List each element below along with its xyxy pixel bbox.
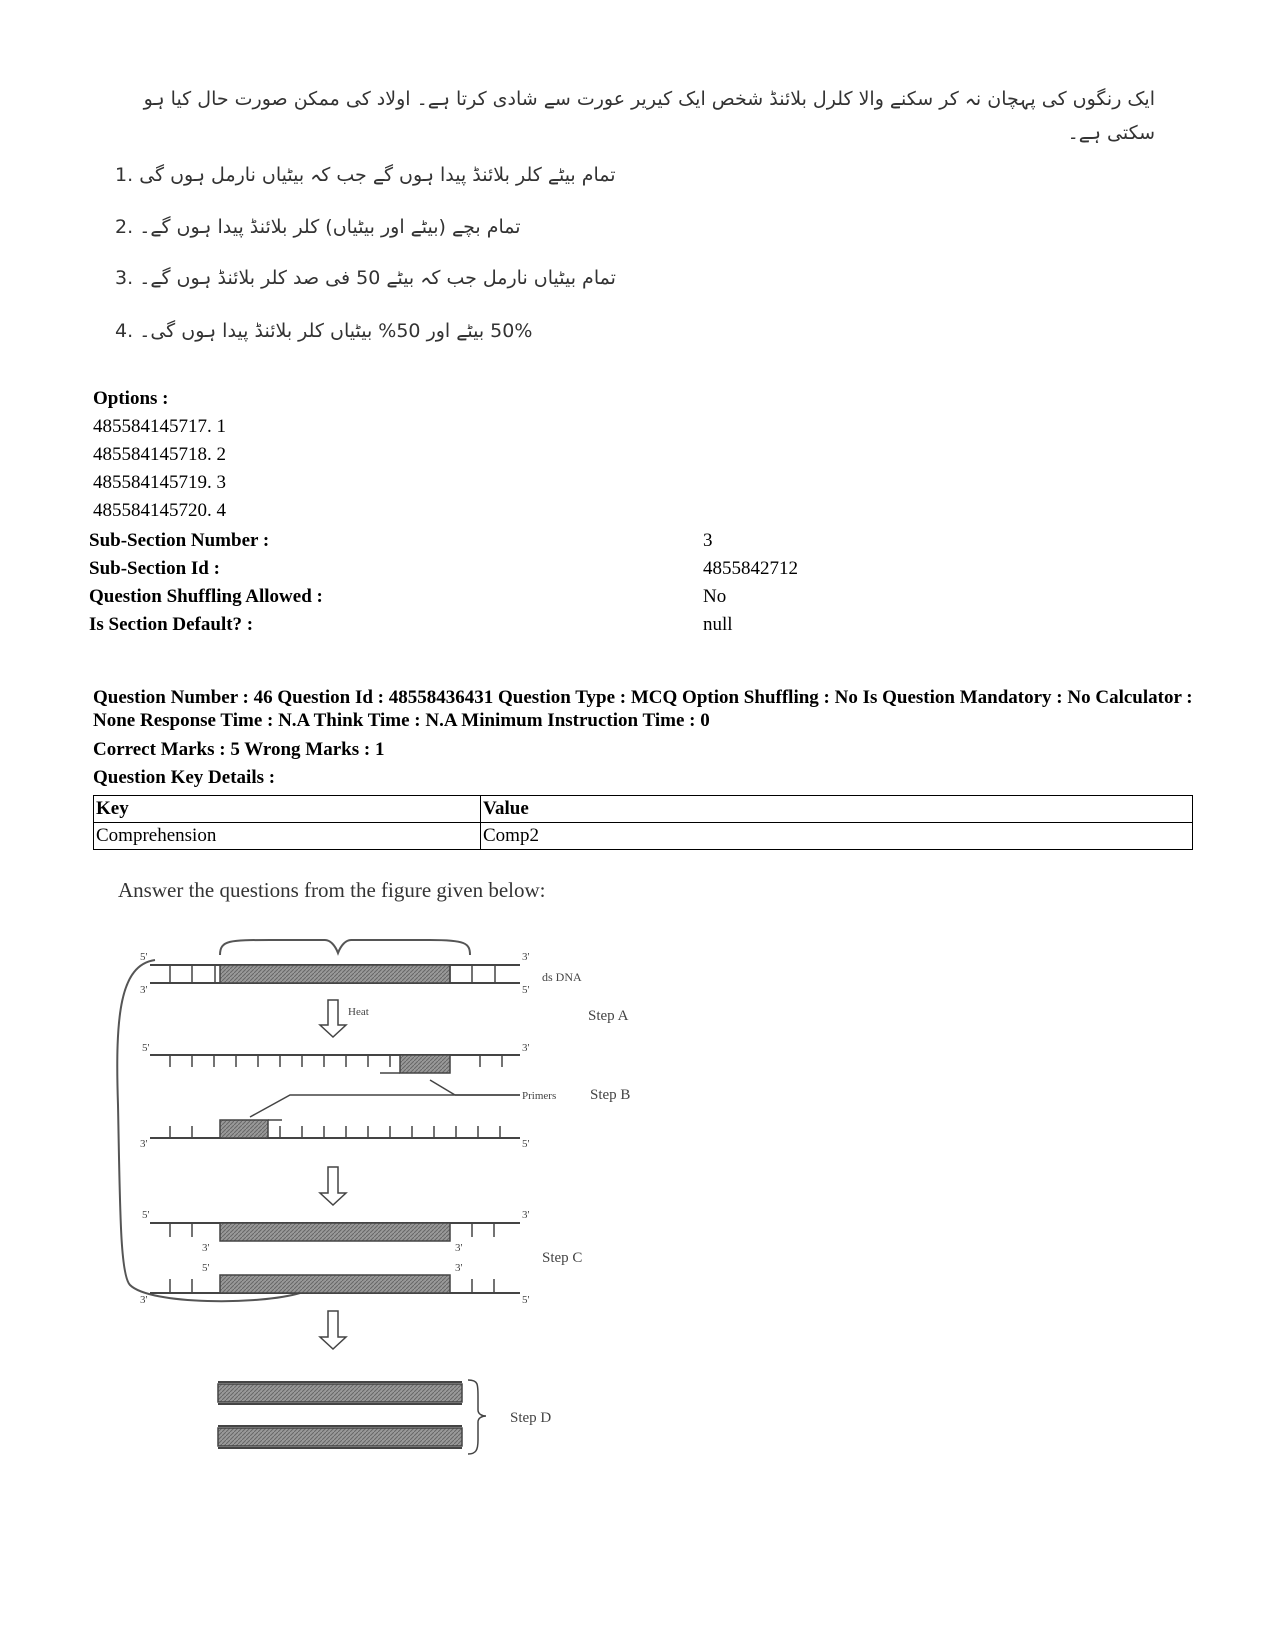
table-header-row (94, 796, 1193, 823)
urdu-option-number: 2. (115, 216, 134, 238)
option-item: 485584145717. 1 (93, 416, 226, 437)
label-5prime: 5' (140, 951, 148, 963)
urdu-option-number: 1. (115, 164, 134, 186)
label-3prime: 3' (522, 1209, 530, 1221)
label-5prime: 5' (522, 984, 530, 996)
key-details-table (93, 795, 1193, 850)
urdu-option-text: 50% بیٹے اور 50% بیٹیاں کلر بلائنڈ پیدا ہوں گی۔ (139, 320, 533, 342)
urdu-option-text: تمام بچے (بیٹے اور بیٹیاں) کلر بلائنڈ پیدا ہوں گے۔ (139, 216, 521, 238)
option-item: 485584145720. 4 (93, 500, 226, 521)
label-3prime: 3' (202, 1242, 210, 1254)
question-shuffling-value: No (703, 586, 727, 607)
step-d-diagram (210, 1376, 570, 1476)
question-shuffling-label: Question Shuffling Allowed : (89, 586, 323, 607)
label-step-c: Step C (542, 1250, 583, 1266)
duplex-copy-2 (218, 1426, 462, 1448)
options-title: Options : (93, 388, 169, 409)
label-ds-dna: ds DNA (542, 970, 582, 984)
subsection-id-value: 4855842712 (703, 558, 798, 579)
urdu-option-1 (115, 164, 1155, 186)
duplex-copy-1 (218, 1382, 462, 1404)
section-default-label: Is Section Default? : (89, 614, 254, 635)
urdu-option-text: تمام بیٹے کلر بلائنڈ پیدا ہوں گے جب کہ بیٹیاں نارمل ہوں گی (139, 164, 616, 186)
urdu-option-text: تمام بیٹیاں نارمل جب کہ بیٹے 50 فی صد کلر بلائنڈ ہوں گے۔ (139, 267, 616, 289)
urdu-option-2 (115, 216, 1155, 238)
section-default-value: null (703, 614, 733, 635)
arrow-down-icon (320, 1000, 346, 1037)
urdu-option-number: 4. (115, 320, 134, 342)
pcr-diagram (110, 905, 670, 1395)
question-text: ایک رنگوں کی پہچان نہ کر سکنے والا کلرل بلائنڈ شخص ایک کیریر عورت سے شادی کرتا ہے۔ اولاد کی ممکن صورت حال کیا ہو سکتی ہے۔ (143, 88, 1155, 144)
label-5prime: 5' (522, 1294, 530, 1306)
table-cell-key: Comprehension (94, 823, 481, 850)
brace-icon (468, 1380, 486, 1454)
subsection-id-label: Sub-Section Id : (89, 558, 220, 579)
extension-strands (150, 1223, 520, 1293)
arrow-down-icon (320, 1167, 346, 1205)
subsection-number-value: 3 (703, 530, 713, 551)
label-5prime: 5' (522, 1138, 530, 1150)
label-3prime: 3' (140, 1294, 148, 1306)
table-header-key: Key (94, 796, 481, 823)
label-5prime: 5' (142, 1209, 150, 1221)
label-step-d: Step D (510, 1410, 552, 1426)
table-row (94, 823, 1193, 850)
key-details-title: Question Key Details : (93, 767, 276, 788)
label-3prime: 3' (140, 1138, 148, 1150)
ds-dna (150, 965, 520, 983)
marks-line: Correct Marks : 5 Wrong Marks : 1 (93, 739, 385, 760)
label-3prime: 3' (140, 984, 148, 996)
denatured-strands (150, 1055, 520, 1138)
label-3prime: 3' (522, 1042, 530, 1054)
label-5prime: 5' (142, 1042, 150, 1054)
table-cell-value: Comp2 (481, 823, 1193, 850)
arrow-down-icon (320, 1311, 346, 1349)
subsection-number-label: Sub-Section Number : (89, 530, 270, 551)
label-5prime: 5' (202, 1262, 210, 1274)
urdu-option-number: 3. (115, 267, 134, 289)
question-header: Question Number : 46 Question Id : 48558436431 Question Type : MCQ Option Shuffling : No Is Question Mandatory : No Calculator : None Response Time : N.A Think Time : N.A Minimum Instruction Time : 0 (93, 687, 1193, 731)
label-heat: Heat (348, 1006, 369, 1018)
option-item: 485584145719. 3 (93, 472, 226, 493)
label-step-a: Step A (588, 1008, 629, 1024)
figure-caption: Answer the questions from the figure given below: (118, 878, 546, 902)
label-3prime: 3' (455, 1242, 463, 1254)
target-region-brace (220, 940, 470, 955)
label-step-b: Step B (590, 1087, 631, 1103)
label-3prime: 3' (522, 951, 530, 963)
urdu-option-3 (115, 267, 1155, 289)
table-header-value: Value (481, 796, 1193, 823)
option-item: 485584145718. 2 (93, 444, 226, 465)
label-primers: Primers (522, 1090, 557, 1102)
urdu-option-4 (115, 320, 1155, 342)
label-3prime: 3' (455, 1262, 463, 1274)
